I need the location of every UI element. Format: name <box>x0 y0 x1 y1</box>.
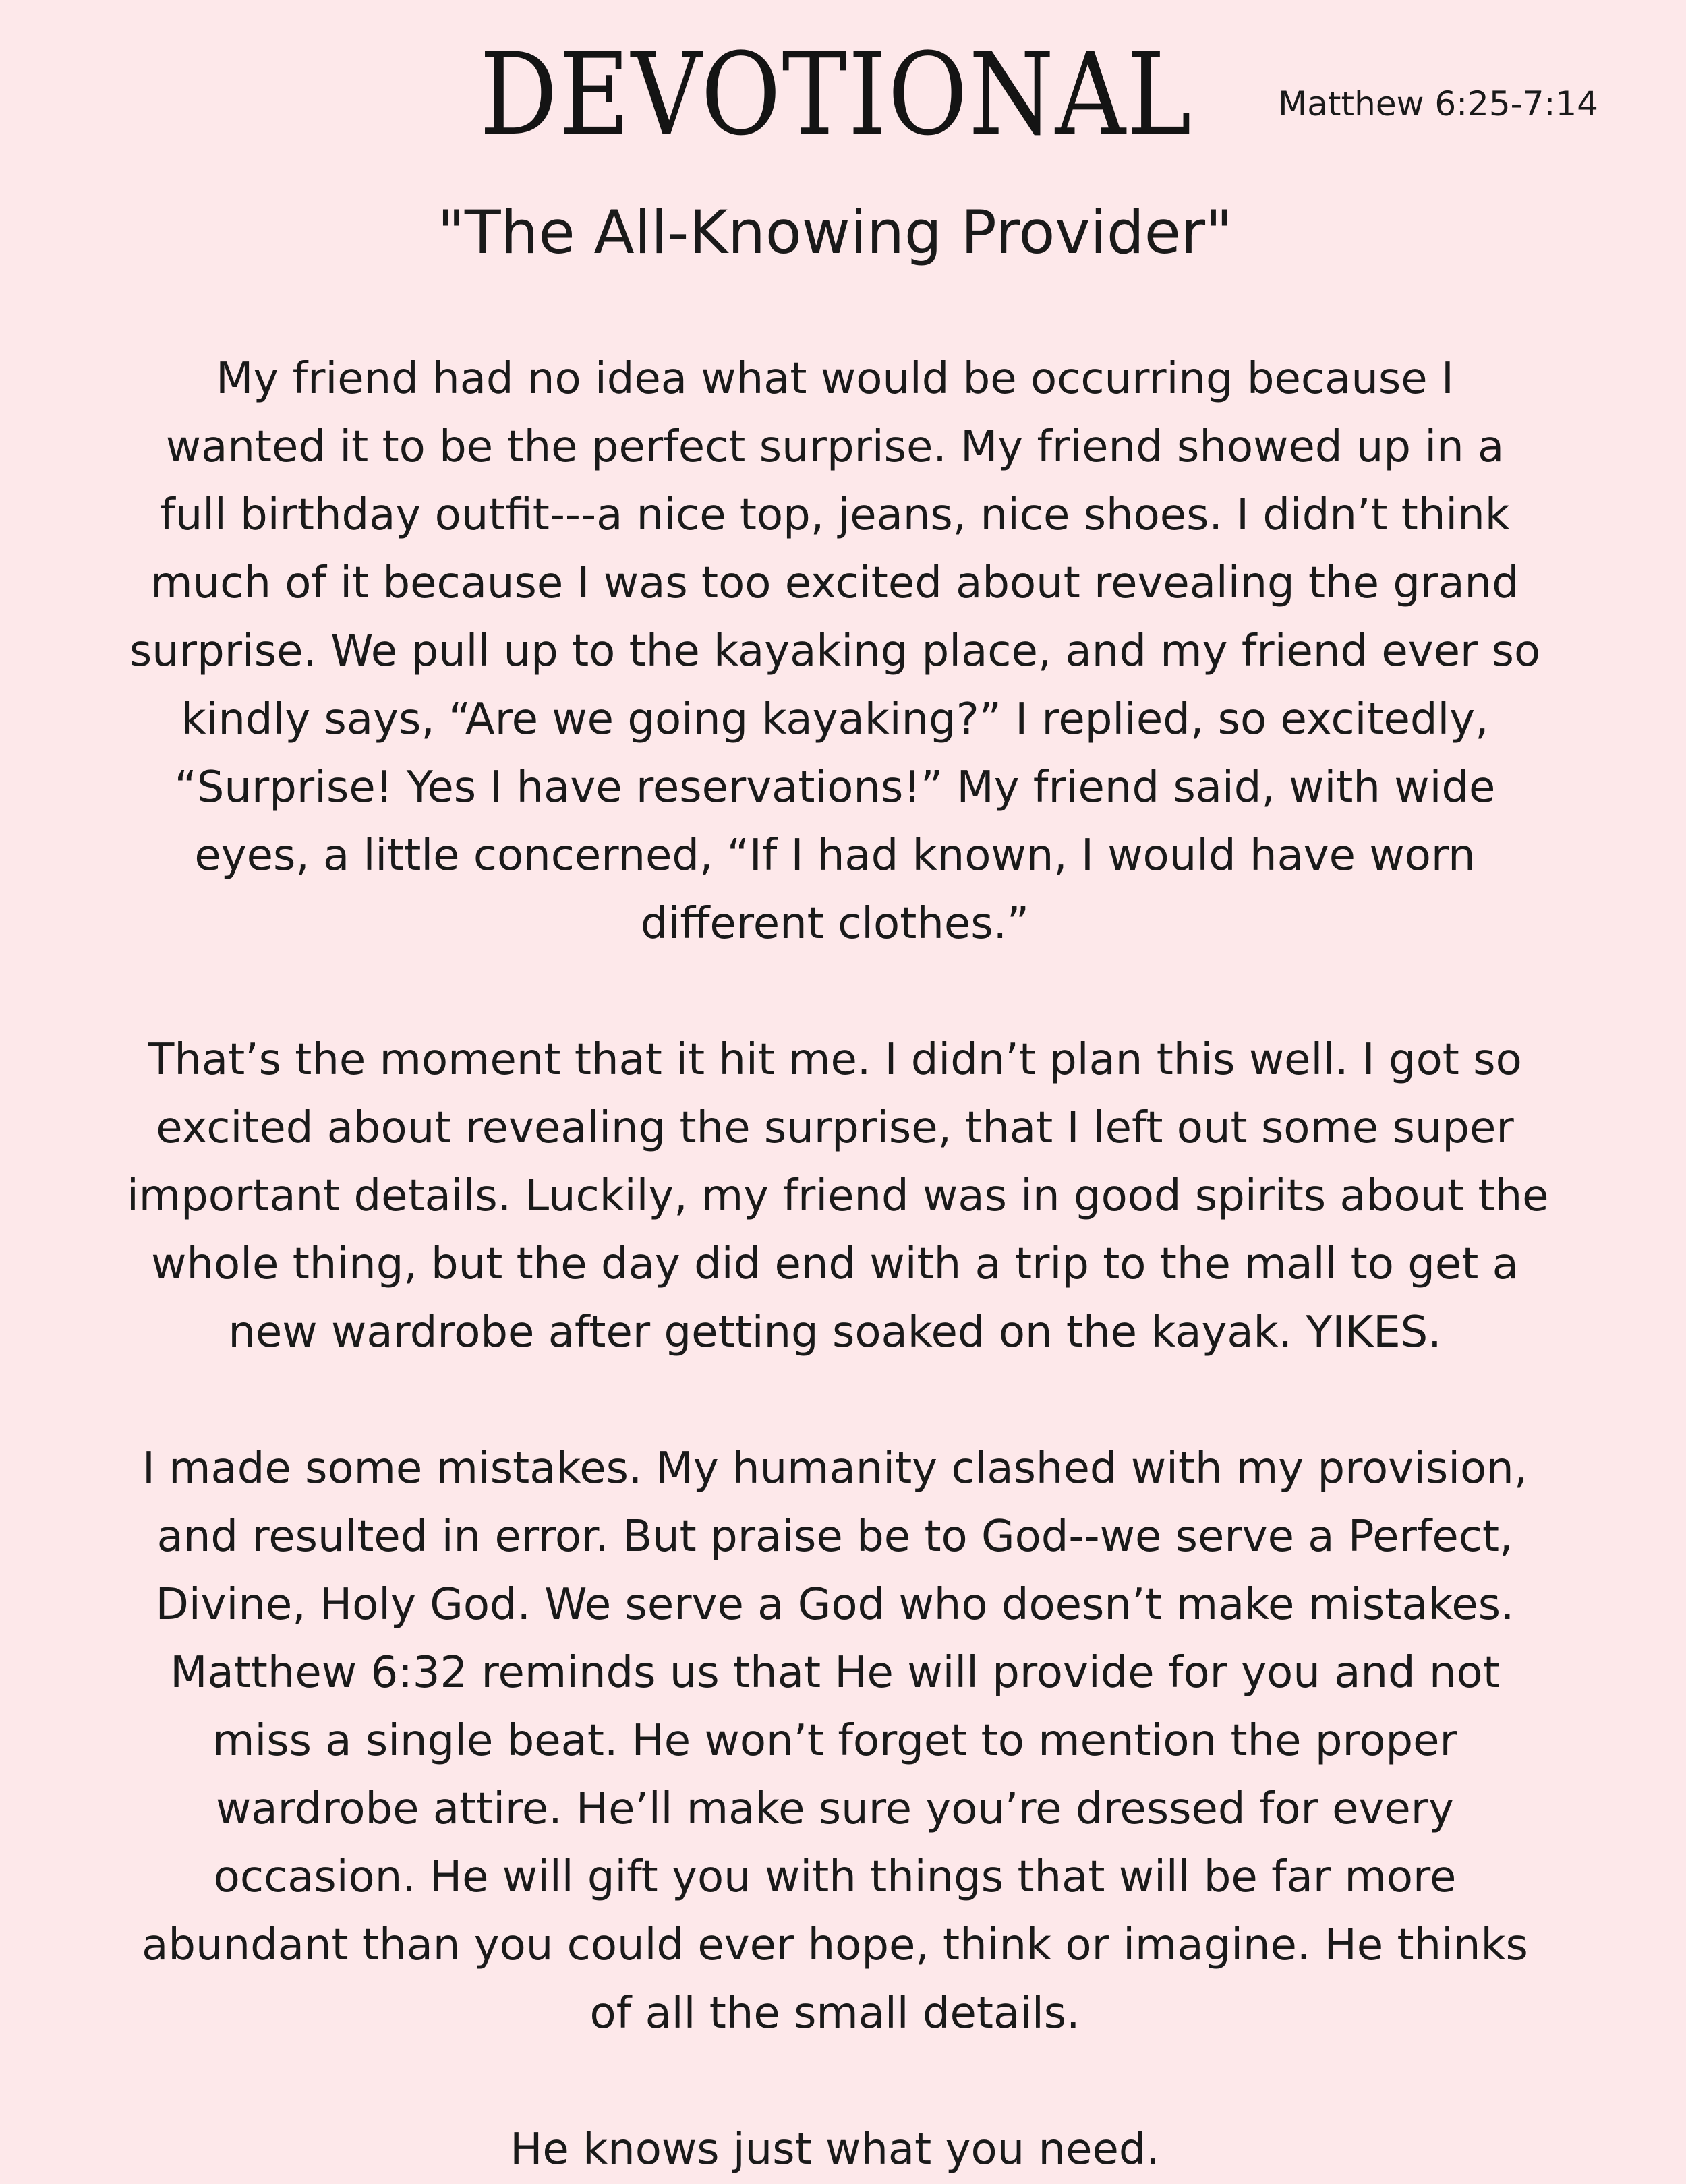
body-line: much of it because I was too excited about revealing the grand <box>150 558 1519 608</box>
body-line: My friend had no idea what would be occurring because I <box>216 354 1454 404</box>
body-line: wanted it to be the perfect surprise. My friend showed up in a <box>165 422 1505 472</box>
body-line: full birthday outfit---a nice top, jeans, nice shoes. I didn’t think <box>160 490 1510 540</box>
devotion-body <box>127 345 1549 2184</box>
devotion-title: "The All-Knowing Provider" <box>437 198 1233 267</box>
body-line: wardrobe attire. He’ll make sure you’re dressed for every <box>216 1784 1454 1834</box>
body-line: Matthew 6:32 reminds us that He will provide for you and not <box>170 1648 1500 1698</box>
body-line: excited about revealing the surprise, that I left out some super <box>156 1103 1514 1153</box>
body-line: I made some mistakes. My humanity clashed with my provision, <box>142 1444 1528 1494</box>
body-line: and resulted in error. But praise be to God--we serve a Perfect, <box>156 1512 1513 1562</box>
body-line: That’s the moment that it hit me. I didn’t plan this well. I got so <box>148 1035 1522 1085</box>
body-line: surprise. We pull up to the kayaking place, and my friend ever so <box>129 626 1541 676</box>
body-line: new wardrobe after getting soaked on the kayak. YIKES. <box>228 1307 1442 1357</box>
closing-line: He knows just what you need. <box>510 2125 1160 2175</box>
body-line: Divine, Holy God. We serve a God who doesn’t make mistakes. <box>155 1580 1515 1630</box>
scripture-reference: Matthew 6:25-7:14 <box>1278 84 1598 123</box>
body-line: occasion. He will gift you with things that will be far more <box>213 1852 1457 1902</box>
body-line: whole thing, but the day did end with a trip to the mall to get a <box>151 1239 1519 1289</box>
body-line: abundant than you could ever hope, think or imagine. He thinks <box>142 1920 1528 1970</box>
body-line: kindly says, “Are we going kayaking?” I replied, so excitedly, <box>181 695 1489 744</box>
body-line: miss a single beat. He won’t forget to mention the proper <box>212 1716 1457 1766</box>
body-line: eyes, a little concerned, “If I had known, I would have worn <box>194 831 1476 881</box>
body-line: of all the small details. <box>589 1988 1080 2038</box>
paragraph-2 <box>127 1026 1549 1367</box>
body-line: important details. Luckily, my friend was in good spirits about the <box>127 1171 1549 1221</box>
paragraph-3 <box>127 1435 1543 2048</box>
paragraph-1 <box>127 345 1543 958</box>
closing-line-paragraph <box>127 2116 1543 2184</box>
body-line: different clothes.” <box>640 899 1030 949</box>
header-title-text: DEVOTIONAL <box>479 28 1193 160</box>
body-line: “Surprise! Yes I have reservations!” My friend said, with wide <box>174 763 1496 813</box>
